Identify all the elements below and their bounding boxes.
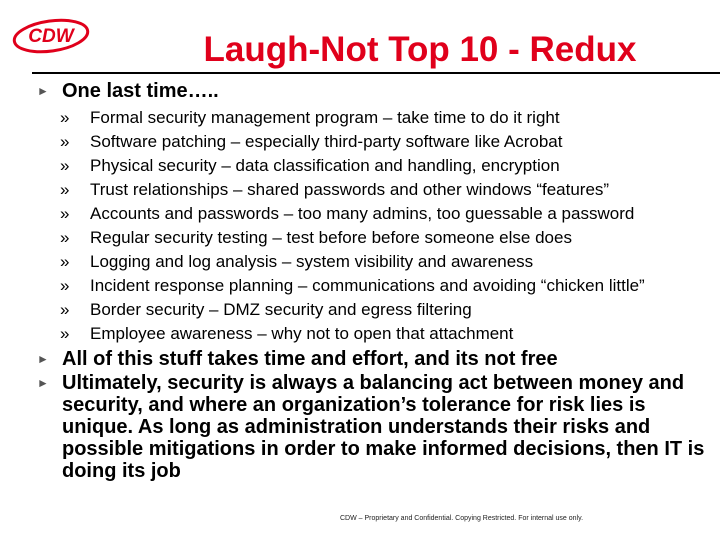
sub-bullet-marker-icon: »: [60, 180, 70, 199]
sub-bullet-marker-icon: »: [60, 204, 70, 223]
sub-bullet: » Trust relationships – shared passwords and other windows “features”: [60, 180, 610, 199]
sub-bullet-marker-icon: »: [60, 228, 70, 247]
bullet-arrow-icon: ►: [37, 84, 49, 98]
bullet-3: [37, 372, 713, 482]
cdw-logo: [12, 18, 90, 54]
sub-bullet: » Regular security testing – test before before someone else does: [60, 228, 572, 247]
sub-bullet-marker-icon: »: [60, 276, 70, 295]
sub-bullet: » Accounts and passwords – too many admins, too guessable a password: [60, 204, 635, 223]
logo-text: CDW: [28, 26, 74, 47]
sub-bullet: » Logging and log analysis – system visibility and awareness: [60, 252, 534, 271]
sub-bullet-marker-icon: »: [60, 300, 70, 319]
slide-body: [37, 80, 713, 482]
bullet-arrow-icon: ►: [37, 352, 49, 366]
footer-confidentiality-note: CDW – Proprietary and Confidential. Copying Restricted. For internal use only.: [340, 515, 584, 522]
bullet-2-text: All of this stuff takes time and effort, and its not free: [62, 348, 558, 370]
bullet-1: [37, 80, 713, 102]
sub-bullet: » Software patching – especially third-party software like Acrobat: [60, 132, 563, 151]
title-divider: [32, 72, 720, 74]
bullet-3-text: Ultimately, security is always a balancing act between money and security, and where an organization’s tolerance for risk lies is unique. As long as administration understands their risks and possible mitigations in order to make informed decisions, then IT is doing its job: [62, 372, 705, 482]
sub-bullet: » Border security – DMZ security and egress filtering: [60, 300, 472, 319]
bullet-arrow-icon: ►: [37, 376, 49, 390]
sub-bullet-list: [37, 108, 713, 343]
sub-bullet: » Incident response planning – communications and avoiding “chicken little”: [60, 276, 645, 295]
sub-bullet: » Employee awareness – why not to open that attachment: [60, 324, 514, 343]
sub-bullet-marker-icon: »: [60, 108, 70, 127]
sub-bullet: » Formal security management program – take time to do it right: [60, 108, 560, 127]
bullet-2: [37, 348, 713, 370]
slide-title: Laugh-Not Top 10 - Redux: [203, 30, 637, 69]
sub-bullet-marker-icon: »: [60, 156, 70, 175]
sub-bullet: » Physical security – data classification and handling, encryption: [60, 156, 560, 175]
sub-bullet-marker-icon: »: [60, 252, 70, 271]
bullet-1-text: One last time…..: [62, 80, 219, 102]
sub-bullet-marker-icon: »: [60, 324, 70, 343]
sub-bullet-marker-icon: »: [60, 132, 70, 151]
